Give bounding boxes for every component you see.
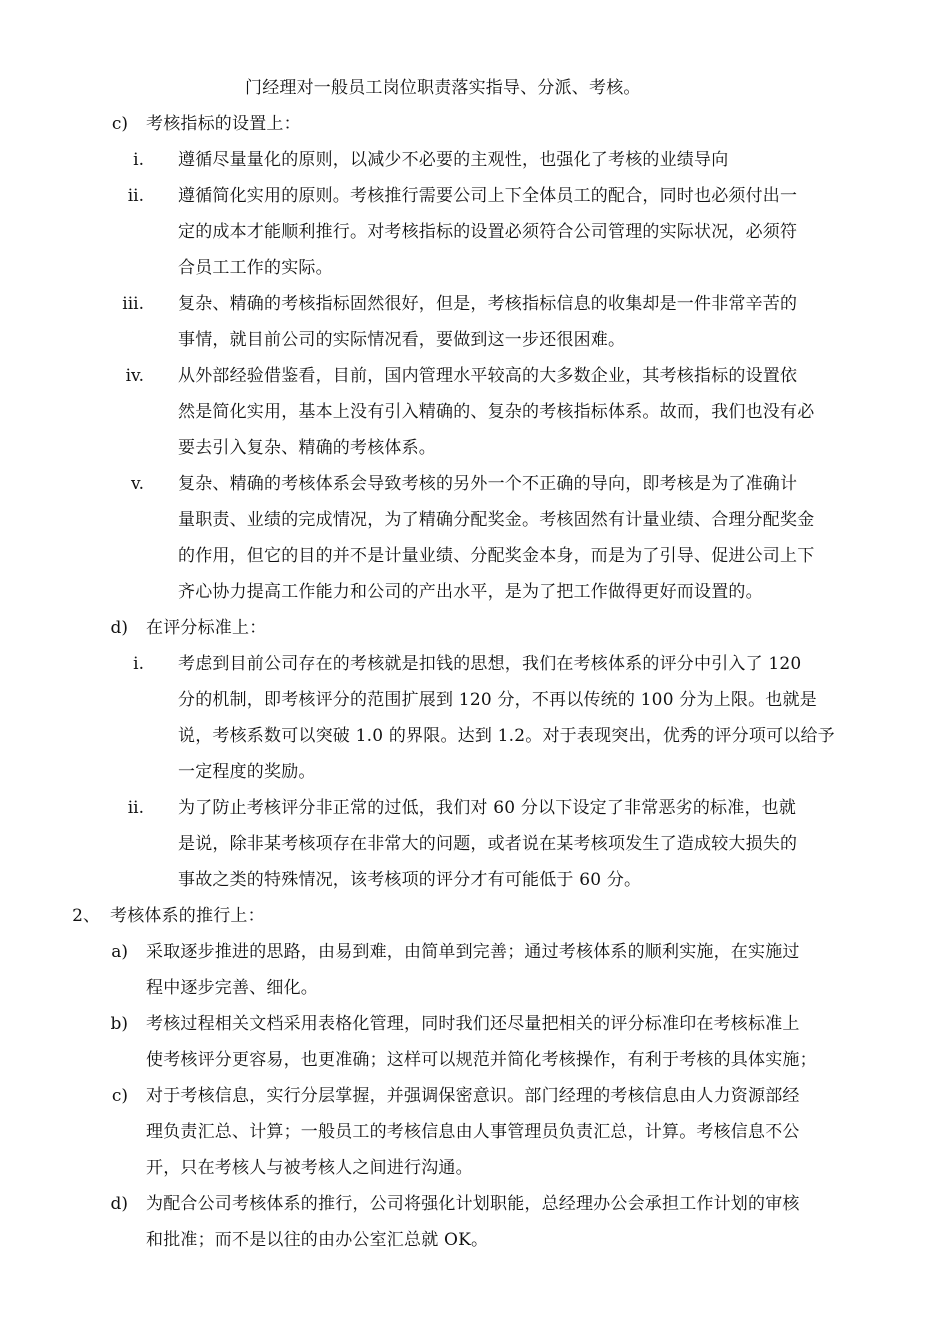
- item-2a-line-2: 程中逐步完善、细化。: [146, 978, 318, 998]
- section-c-marker: c): [111, 114, 128, 134]
- item-d-i-line-4: 一定程度的奖励。: [178, 762, 316, 782]
- item-d-i-line-3: 说，考核系数可以突破 1.0 的界限。达到 1.2。对于表现突出，优秀的评分项可以给予: [178, 726, 835, 746]
- section-d-heading: 在评分标准上：: [146, 618, 267, 638]
- item-d-ii-line-2: 是说，除非某考核项存在非常大的问题，或者说在某考核项发生了造成较大损失的: [178, 834, 798, 854]
- item-d-ii-line-3: 事故之类的特殊情况，该考核项的评分才有可能低于 60 分。: [178, 870, 642, 890]
- item-2a-line-1: 采取逐步推进的思路，由易到难，由简单到完善；通过考核体系的顺利实施，在实施过: [146, 942, 800, 962]
- item-2b-line-1: 考核过程相关文档采用表格化管理，同时我们还尽量把相关的评分标准印在考核标准上: [146, 1014, 800, 1034]
- item-2b-line-2: 使考核评分更容易，也更准确；这样可以规范并简化考核操作，有利于考核的具体实施；: [146, 1050, 817, 1070]
- item-2d-line-2: 和批准；而不是以往的由办公室汇总就 OK。: [146, 1230, 489, 1250]
- item-2d-line-1: 为配合公司考核体系的推行，公司将强化计划职能，总经理办公会承担工作计划的审核: [146, 1194, 800, 1214]
- item-c-v-marker: v.: [131, 474, 144, 494]
- item-c-v-line-1: 复杂、精确的考核体系会导致考核的另外一个不正确的导向，即考核是为了准确计: [178, 474, 798, 494]
- item-c-iv-line-1: 从外部经验借鉴看，目前，国内管理水平较高的大多数企业，其考核指标的设置依: [178, 366, 798, 386]
- item-d-i-line-2: 分的机制，即考核评分的范围扩展到 120 分，不再以传统的 100 分为上限。也就是: [178, 690, 817, 710]
- item-c-i-line-1: 遵循尽量量化的原则，以减少不必要的主观性，也强化了考核的业绩导向: [178, 150, 729, 170]
- item-2c-marker: c): [111, 1086, 128, 1106]
- item-d-ii-line-1: 为了防止考核评分非正常的过低，我们对 60 分以下设定了非常恶劣的标准，也就: [178, 798, 797, 818]
- item-c-i-marker: i.: [133, 150, 144, 170]
- item-2a-marker: a): [111, 942, 128, 962]
- section-2-heading: 考核体系的推行上：: [110, 906, 265, 926]
- item-d-i-line-1: 考虑到目前公司存在的考核就是扣钱的思想，我们在考核体系的评分中引入了 120: [178, 654, 802, 674]
- item-c-ii-line-3: 合员工工作的实际。: [178, 258, 333, 278]
- item-d-ii-marker: ii.: [127, 798, 144, 818]
- item-c-v-line-3: 的作用，但它的目的并不是计量业绩、分配奖金本身，而是为了引导、促进公司上下: [178, 546, 815, 566]
- item-2c-line-3: 开，只在考核人与被考核人之间进行沟通。: [146, 1158, 473, 1178]
- item-c-iii-line-1: 复杂、精确的考核指标固然很好，但是，考核指标信息的收集却是一件非常辛苦的: [178, 294, 798, 314]
- item-c-iv-marker: iv.: [125, 366, 144, 386]
- item-c-v-line-2: 量职责、业绩的完成情况，为了精确分配奖金。考核固然有计量业绩、合理分配奖金: [178, 510, 815, 530]
- item-c-v-line-4: 齐心协力提高工作能力和公司的产出水平，是为了把工作做得更好而设置的。: [178, 582, 763, 602]
- item-c-ii-line-2: 定的成本才能顺利推行。对考核指标的设置必须符合公司管理的实际状况，必须符: [178, 222, 798, 242]
- item-c-ii-line-1: 遵循简化实用的原则。考核推行需要公司上下全体员工的配合，同时也必须付出一: [178, 186, 798, 206]
- intro-line: 门经理对一般员工岗位职责落实指导、分派、考核。: [245, 78, 641, 98]
- item-c-iii-marker: iii.: [122, 294, 144, 314]
- item-2b-marker: b): [110, 1014, 128, 1034]
- item-d-i-marker: i.: [133, 654, 144, 674]
- section-d-marker: d): [110, 618, 128, 638]
- item-2c-line-2: 理负责汇总、计算；一般员工的考核信息由人事管理员负责汇总，计算。考核信息不公: [146, 1122, 800, 1142]
- section-2-marker: 2、: [72, 906, 100, 926]
- item-c-iv-line-2: 然是简化实用，基本上没有引入精确的、复杂的考核指标体系。故而，我们也没有必: [178, 402, 815, 422]
- item-c-iv-line-3: 要去引入复杂、精确的考核体系。: [178, 438, 436, 458]
- item-c-iii-line-2: 事情，就目前公司的实际情况看，要做到这一步还很困难。: [178, 330, 626, 350]
- section-c-heading: 考核指标的设置上：: [146, 114, 301, 134]
- item-2c-line-1: 对于考核信息，实行分层掌握，并强调保密意识。部门经理的考核信息由人力资源部经: [146, 1086, 800, 1106]
- item-2d-marker: d): [110, 1194, 128, 1214]
- item-c-ii-marker: ii.: [127, 186, 144, 206]
